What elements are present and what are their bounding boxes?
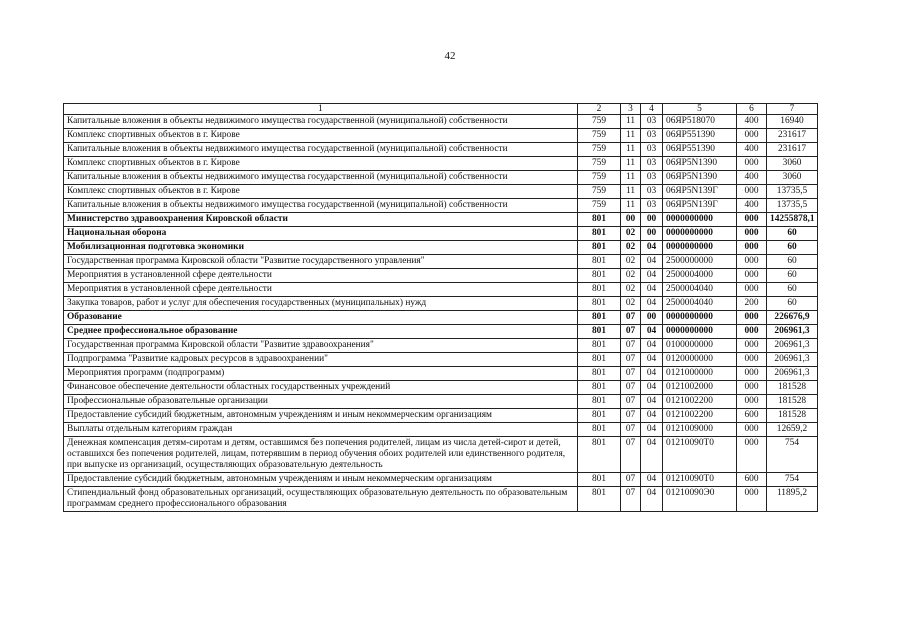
target-article-cell: 2500004040 [663,297,737,311]
subsection-code-cell: 04 [641,381,663,395]
expense-type-cell: 000 [737,269,767,283]
section-code-cell: 07 [621,487,641,512]
expense-type-cell: 000 [737,353,767,367]
expense-name-cell: Финансовое обеспечение деятельности областных государственных учреждений [64,381,578,395]
expense-type-cell: 000 [737,255,767,269]
subsection-code-cell: 03 [641,115,663,129]
expense-type-cell: 000 [737,129,767,143]
section-code-cell: 11 [621,115,641,129]
table-row [64,269,818,283]
ministry-code-cell: 801 [578,367,621,381]
ministry-code-cell: 801 [578,395,621,409]
target-article-cell: 06ЯР5N1390 [663,171,737,185]
section-code-cell: 07 [621,473,641,487]
subsection-code-cell: 04 [641,241,663,255]
amount-cell: 60 [767,283,818,297]
ministry-code-cell: 801 [578,339,621,353]
section-code-cell: 07 [621,437,641,473]
section-code-cell: 11 [621,129,641,143]
expense-name-cell: Капитальные вложения в объекты недвижимого имущества государственной (муниципальной) собственности [64,143,578,157]
expense-type-cell: 000 [737,381,767,395]
amount-cell: 181528 [767,381,818,395]
ministry-code-cell: 801 [578,213,621,227]
ministry-code-cell: 801 [578,487,621,512]
ministry-code-cell: 759 [578,143,621,157]
ministry-code-cell: 801 [578,353,621,367]
expense-name-cell: Капитальные вложения в объекты недвижимого имущества государственной (муниципальной) собственности [64,199,578,213]
amount-cell: 12659,2 [767,423,818,437]
expense-type-cell: 600 [737,409,767,423]
table-row [64,185,818,199]
amount-cell: 754 [767,473,818,487]
target-article-cell: 0121009000 [663,423,737,437]
ministry-code-cell: 801 [578,269,621,283]
target-article-cell: 2500004000 [663,269,737,283]
expense-type-cell: 400 [737,199,767,213]
table-row [64,367,818,381]
table-row [64,171,818,185]
table-body [64,115,818,512]
expense-name-cell: Предоставление субсидий бюджетным, автономным учреждениям и иным некоммерческим организациям [64,409,578,423]
section-code-cell: 07 [621,367,641,381]
target-article-cell: 0000000000 [663,325,737,339]
ministry-code-cell: 759 [578,129,621,143]
target-article-cell: 06ЯР551390 [663,143,737,157]
section-code-cell: 00 [621,213,641,227]
amount-cell: 206961,3 [767,325,818,339]
amount-cell: 14255878,1 [767,213,818,227]
target-article-cell: 0121002200 [663,395,737,409]
section-code-cell: 11 [621,157,641,171]
subsection-code-cell: 04 [641,395,663,409]
amount-cell: 13735,5 [767,185,818,199]
expense-name-cell: Капитальные вложения в объекты недвижимого имущества государственной (муниципальной) собственности [64,171,578,185]
ministry-code-cell: 759 [578,171,621,185]
column-header-7: 7 [767,104,818,115]
target-article-cell: 06ЯР551390 [663,129,737,143]
section-code-cell: 02 [621,227,641,241]
table-row [64,143,818,157]
table-row [64,487,818,512]
amount-cell: 231617 [767,143,818,157]
column-header-6: 6 [737,104,767,115]
section-code-cell: 07 [621,311,641,325]
target-article-cell: 01210090Т0 [663,473,737,487]
ministry-code-cell: 801 [578,325,621,339]
amount-cell: 16940 [767,115,818,129]
ministry-code-cell: 801 [578,283,621,297]
table-row [64,395,818,409]
target-article-cell: 0120000000 [663,353,737,367]
expense-type-cell: 400 [737,115,767,129]
column-header-5: 5 [663,104,737,115]
subsection-code-cell: 00 [641,227,663,241]
expense-name-cell: Комплекс спортивных объектов в г. Кирове [64,185,578,199]
section-code-cell: 11 [621,143,641,157]
expense-name-cell: Министерство здравоохранения Кировской области [64,213,578,227]
target-article-cell: 06ЯР5N139Г [663,199,737,213]
column-header-3: 3 [621,104,641,115]
expense-name-cell: Комплекс спортивных объектов в г. Кирове [64,129,578,143]
expense-name-cell: Образование [64,311,578,325]
target-article-cell: 0000000000 [663,213,737,227]
subsection-code-cell: 04 [641,283,663,297]
table-row [64,353,818,367]
target-article-cell: 0000000000 [663,241,737,255]
table-row [64,325,818,339]
expense-name-cell: Среднее профессиональное образование [64,325,578,339]
section-code-cell: 02 [621,269,641,283]
amount-cell: 11895,2 [767,487,818,512]
expense-name-cell: Профессиональные образовательные организации [64,395,578,409]
table-row [64,423,818,437]
subsection-code-cell: 03 [641,171,663,185]
section-code-cell: 02 [621,297,641,311]
ministry-code-cell: 801 [578,423,621,437]
ministry-code-cell: 759 [578,157,621,171]
ministry-code-cell: 801 [578,409,621,423]
target-article-cell: 0121000000 [663,367,737,381]
expense-type-cell: 000 [737,423,767,437]
expense-name-cell: Национальная оборона [64,227,578,241]
ministry-code-cell: 801 [578,473,621,487]
subsection-code-cell: 03 [641,143,663,157]
expense-type-cell: 000 [737,241,767,255]
table-row [64,227,818,241]
section-code-cell: 07 [621,381,641,395]
target-article-cell: 0000000000 [663,227,737,241]
section-code-cell: 07 [621,325,641,339]
table-row [64,241,818,255]
table-row [64,129,818,143]
amount-cell: 206961,3 [767,339,818,353]
target-article-cell: 0121002200 [663,409,737,423]
expense-type-cell: 000 [737,487,767,512]
amount-cell: 13735,5 [767,199,818,213]
table-row [64,437,818,473]
section-code-cell: 07 [621,409,641,423]
target-article-cell: 06ЯР5N1390 [663,157,737,171]
expense-type-cell: 400 [737,171,767,185]
table-row [64,213,818,227]
table-row [64,157,818,171]
ministry-code-cell: 801 [578,437,621,473]
expense-name-cell: Денежная компенсация детям-сиротам и детям, оставшимся без попечения родителей, лицам из числа детей-сирот и детей, оставшихся без попечения родителей, лицам, потерявшим в период обучения обоих родителей или единственного родителя, при выпуске из организаций, осуществляющих образовательную деятельность [64,437,578,473]
subsection-code-cell: 04 [641,437,663,473]
target-article-cell: 0100000000 [663,339,737,353]
amount-cell: 181528 [767,395,818,409]
column-number-row [64,104,818,115]
expense-name-cell: Подпрограмма "Развитие кадровых ресурсов в здравоохранении" [64,353,578,367]
expense-type-cell: 000 [737,437,767,473]
expense-name-cell: Закупка товаров, работ и услуг для обеспечения государственных (муниципальных) нужд [64,297,578,311]
ministry-code-cell: 801 [578,381,621,395]
page-number: 42 [444,50,456,62]
expense-type-cell: 000 [737,367,767,381]
amount-cell: 181528 [767,409,818,423]
column-header-1: 1 [64,104,578,115]
ministry-code-cell: 801 [578,311,621,325]
expense-type-cell: 000 [737,283,767,297]
target-article-cell: 06ЯР5N139Г [663,185,737,199]
expense-type-cell: 000 [737,339,767,353]
table-row [64,297,818,311]
subsection-code-cell: 04 [641,325,663,339]
subsection-code-cell: 04 [641,255,663,269]
target-article-cell: 0000000000 [663,311,737,325]
table-row [64,199,818,213]
section-code-cell: 07 [621,339,641,353]
subsection-code-cell: 00 [641,213,663,227]
subsection-code-cell: 03 [641,157,663,171]
section-code-cell: 02 [621,283,641,297]
subsection-code-cell: 04 [641,367,663,381]
amount-cell: 226676,9 [767,311,818,325]
expense-type-cell: 200 [737,297,767,311]
target-article-cell: 2500004040 [663,283,737,297]
expense-type-cell: 000 [737,311,767,325]
expense-name-cell: Выплаты отдельным категориям граждан [64,423,578,437]
amount-cell: 206961,3 [767,367,818,381]
column-header-4: 4 [641,104,663,115]
table-row [64,381,818,395]
ministry-code-cell: 801 [578,297,621,311]
table-row [64,473,818,487]
amount-cell: 60 [767,297,818,311]
expense-name-cell: Мероприятия в установленной сфере деятельности [64,283,578,297]
budget-table [63,103,818,512]
subsection-code-cell: 04 [641,487,663,512]
expense-name-cell: Комплекс спортивных объектов в г. Кирове [64,157,578,171]
table-row [64,255,818,269]
subsection-code-cell: 04 [641,297,663,311]
expense-type-cell: 000 [737,227,767,241]
table-row [64,409,818,423]
subsection-code-cell: 03 [641,185,663,199]
expense-type-cell: 400 [737,143,767,157]
expense-name-cell: Мероприятия программ (подпрограмм) [64,367,578,381]
amount-cell: 60 [767,255,818,269]
section-code-cell: 11 [621,185,641,199]
subsection-code-cell: 04 [641,409,663,423]
expense-name-cell: Предоставление субсидий бюджетным, автономным учреждениям и иным некоммерческим организациям [64,473,578,487]
ministry-code-cell: 759 [578,199,621,213]
section-code-cell: 07 [621,395,641,409]
subsection-code-cell: 04 [641,339,663,353]
expense-type-cell: 000 [737,185,767,199]
expense-type-cell: 000 [737,395,767,409]
table-row [64,311,818,325]
ministry-code-cell: 759 [578,115,621,129]
expense-name-cell: Мобилизационная подготовка экономики [64,241,578,255]
amount-cell: 231617 [767,129,818,143]
subsection-code-cell: 04 [641,473,663,487]
subsection-code-cell: 03 [641,129,663,143]
expense-name-cell: Мероприятия в установленной сфере деятельности [64,269,578,283]
section-code-cell: 02 [621,255,641,269]
amount-cell: 60 [767,227,818,241]
expense-name-cell: Стипендиальный фонд образовательных организаций, осуществляющих образовательную деятельность по образовательным программам среднего профессионального образования [64,487,578,512]
expense-type-cell: 600 [737,473,767,487]
section-code-cell: 07 [621,423,641,437]
ministry-code-cell: 801 [578,255,621,269]
amount-cell: 60 [767,241,818,255]
subsection-code-cell: 04 [641,269,663,283]
section-code-cell: 07 [621,353,641,367]
table-row [64,283,818,297]
ministry-code-cell: 759 [578,185,621,199]
target-article-cell: 0121002000 [663,381,737,395]
section-code-cell: 11 [621,171,641,185]
table-row [64,339,818,353]
expense-name-cell: Капитальные вложения в объекты недвижимого имущества государственной (муниципальной) собственности [64,115,578,129]
expense-type-cell: 000 [737,157,767,171]
target-article-cell: 01210090Т0 [663,437,737,473]
expense-name-cell: Государственная программа Кировской области "Развитие здравоохранения" [64,339,578,353]
amount-cell: 3060 [767,157,818,171]
section-code-cell: 11 [621,199,641,213]
ministry-code-cell: 801 [578,241,621,255]
amount-cell: 3060 [767,171,818,185]
amount-cell: 754 [767,437,818,473]
section-code-cell: 02 [621,241,641,255]
expense-type-cell: 000 [737,325,767,339]
table-row [64,115,818,129]
column-header-2: 2 [578,104,621,115]
amount-cell: 60 [767,269,818,283]
subsection-code-cell: 04 [641,353,663,367]
ministry-code-cell: 801 [578,227,621,241]
target-article-cell: 06ЯР518070 [663,115,737,129]
amount-cell: 206961,3 [767,353,818,367]
expense-type-cell: 000 [737,213,767,227]
expense-name-cell: Государственная программа Кировской области "Развитие государственного управления" [64,255,578,269]
target-article-cell: 2500000000 [663,255,737,269]
target-article-cell: 01210090Э0 [663,487,737,512]
subsection-code-cell: 00 [641,311,663,325]
subsection-code-cell: 03 [641,199,663,213]
subsection-code-cell: 04 [641,423,663,437]
